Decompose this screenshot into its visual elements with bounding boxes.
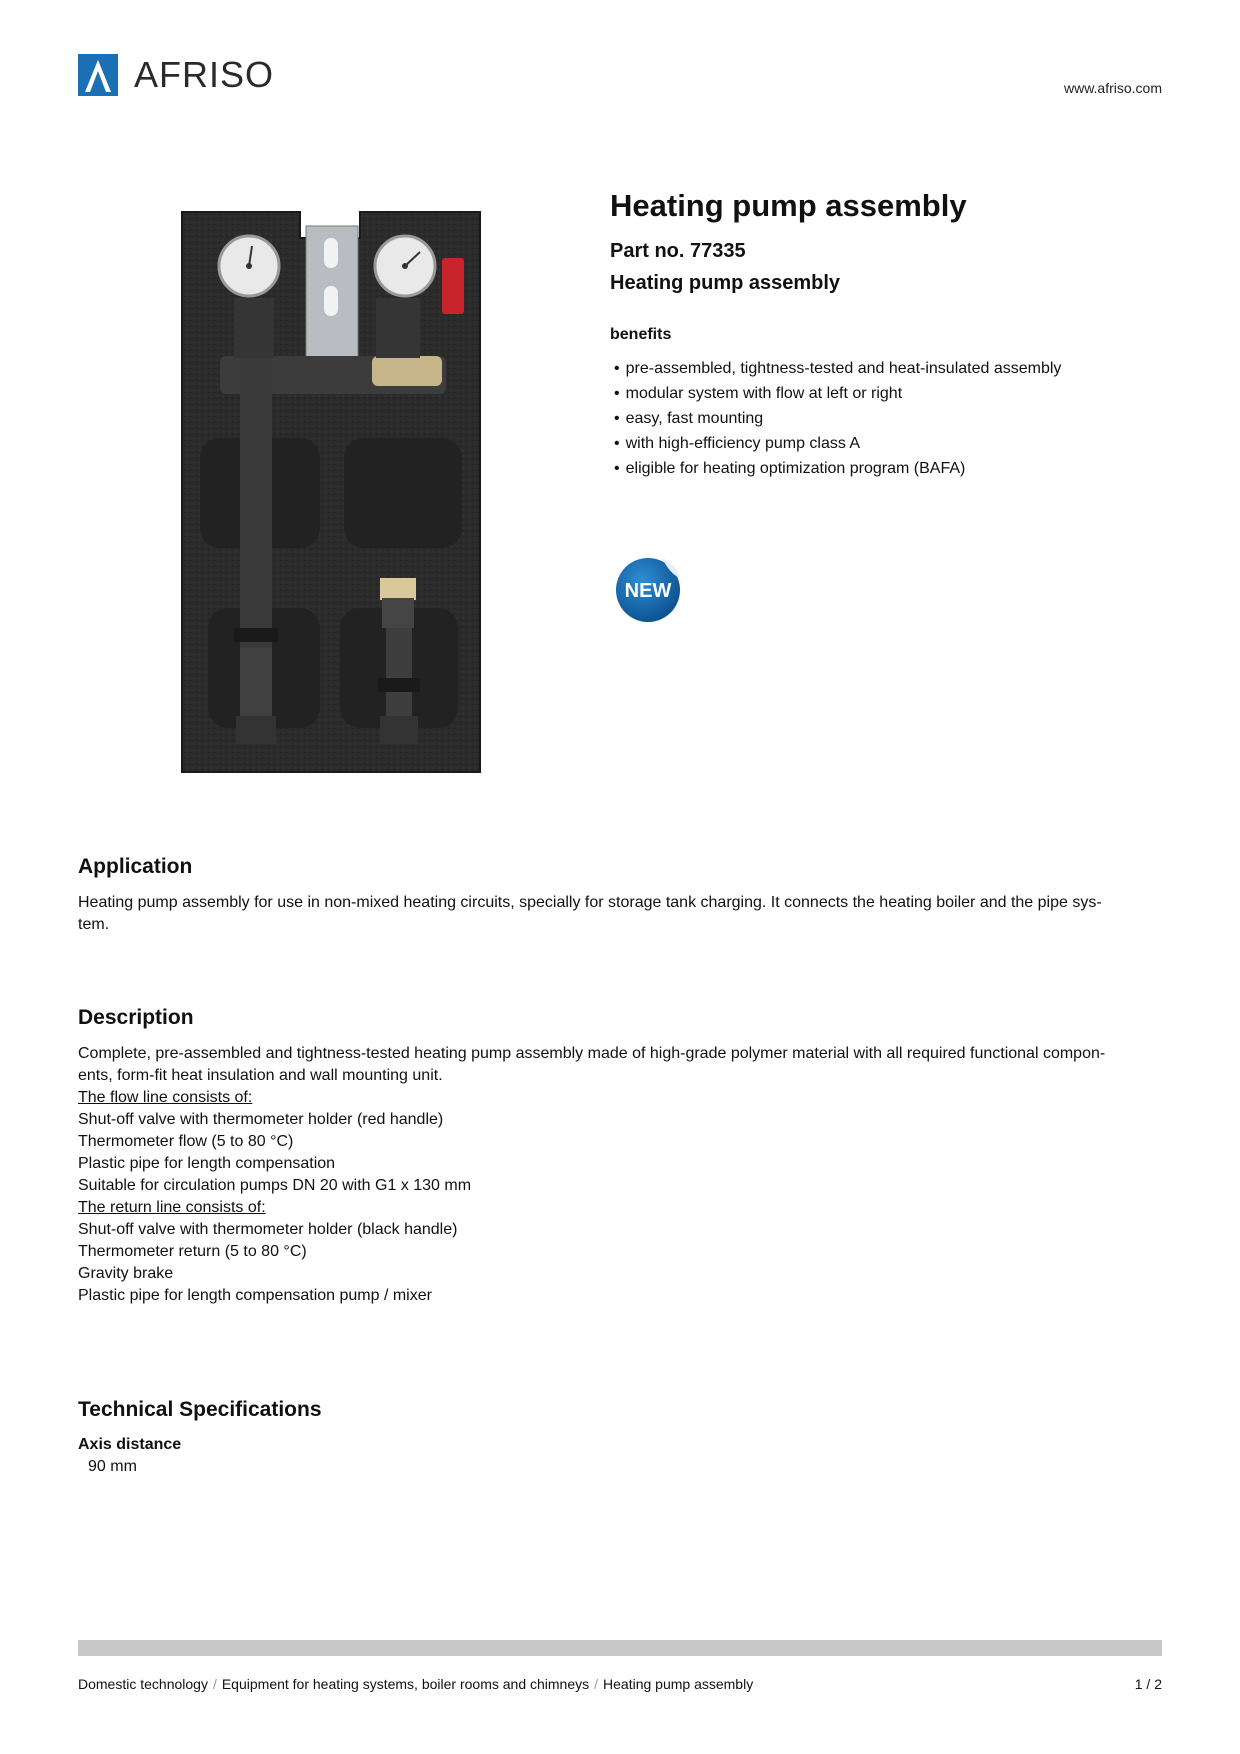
breadcrumb-separator: / (594, 1676, 599, 1692)
description-intro-line: Complete, pre-assembled and tightness-tested heating pump assembly made of high-grade polymer material with all required functional compon- (78, 1045, 1106, 1062)
benefits-heading: benefits (610, 326, 672, 343)
breadcrumb-item-domestic-technology[interactable]: Domestic technology (78, 1676, 208, 1692)
description-heading: Description (78, 1006, 194, 1029)
part-number: Part no. 77335 (610, 240, 746, 262)
benefit-item: • eligible for heating optimization program (BAFA) (614, 456, 1061, 481)
footer-divider-bar (78, 1640, 1162, 1656)
benefit-item: • modular system with flow at left or right (614, 381, 1061, 406)
product-photo (180, 208, 484, 774)
return-line-item: Thermometer return (5 to 80 °C) (78, 1243, 307, 1260)
benefits-list (614, 356, 1061, 481)
application-heading: Application (78, 855, 193, 878)
breadcrumb-item-heating-equipment[interactable]: Equipment for heating systems, boiler rooms and chimneys (221, 1676, 590, 1692)
new-badge (614, 554, 684, 624)
benefit-item: • easy, fast mounting (614, 406, 1061, 431)
return-line-item: Plastic pipe for length compensation pump / mixer (78, 1287, 432, 1304)
new-badge-label: NEW (624, 580, 672, 602)
flow-line-item: Thermometer flow (5 to 80 °C) (78, 1133, 294, 1150)
return-line-item: Shut-off valve with thermometer holder (black handle) (78, 1221, 458, 1238)
afriso-logo (78, 54, 274, 96)
technical-specifications-heading: Technical Specifications (78, 1398, 322, 1421)
flow-line-item: Suitable for circulation pumps DN 20 with G1 x 130 mm (78, 1177, 472, 1194)
flow-line-item: Plastic pipe for length compensation (78, 1155, 336, 1172)
application-text (78, 892, 1162, 936)
application-text-line: tem. (78, 916, 110, 933)
product-subtitle: Heating pump assembly (610, 272, 841, 294)
description-intro-line: ents, form-fit heat insulation and wall mounting unit. (78, 1067, 443, 1084)
benefit-item: • pre-assembled, tightness-tested and heat-insulated assembly (614, 356, 1061, 381)
spec-label: Axis distance (78, 1436, 182, 1453)
return-line-heading: The return line consists of: (78, 1199, 266, 1216)
logo-wordmark: AFRISO (134, 54, 275, 95)
product-title: Heating pump assembly (610, 188, 967, 223)
website-url[interactable]: www.afriso.com (1063, 80, 1162, 96)
description-body (78, 1043, 1162, 1307)
breadcrumb-item-heating-pump-assembly[interactable]: Heating pump assembly (603, 1676, 754, 1692)
benefit-item: • with high-efficiency pump class A (614, 431, 1061, 456)
breadcrumb (78, 1676, 753, 1692)
breadcrumb-separator: / (212, 1676, 217, 1692)
spec-value: 90 mm (88, 1458, 137, 1475)
flow-line-item: Shut-off valve with thermometer holder (red handle) (78, 1111, 444, 1128)
afriso-logo-mark-icon (78, 54, 118, 96)
return-line-item: Gravity brake (78, 1265, 174, 1282)
page-number: 1 / 2 (1134, 1676, 1162, 1692)
application-text-line: Heating pump assembly for use in non-mixed heating circuits, specially for storage tank charging. It connects the heating boiler and the pipe sys- (78, 894, 1102, 911)
flow-line-heading: The flow line consists of: (78, 1089, 253, 1106)
